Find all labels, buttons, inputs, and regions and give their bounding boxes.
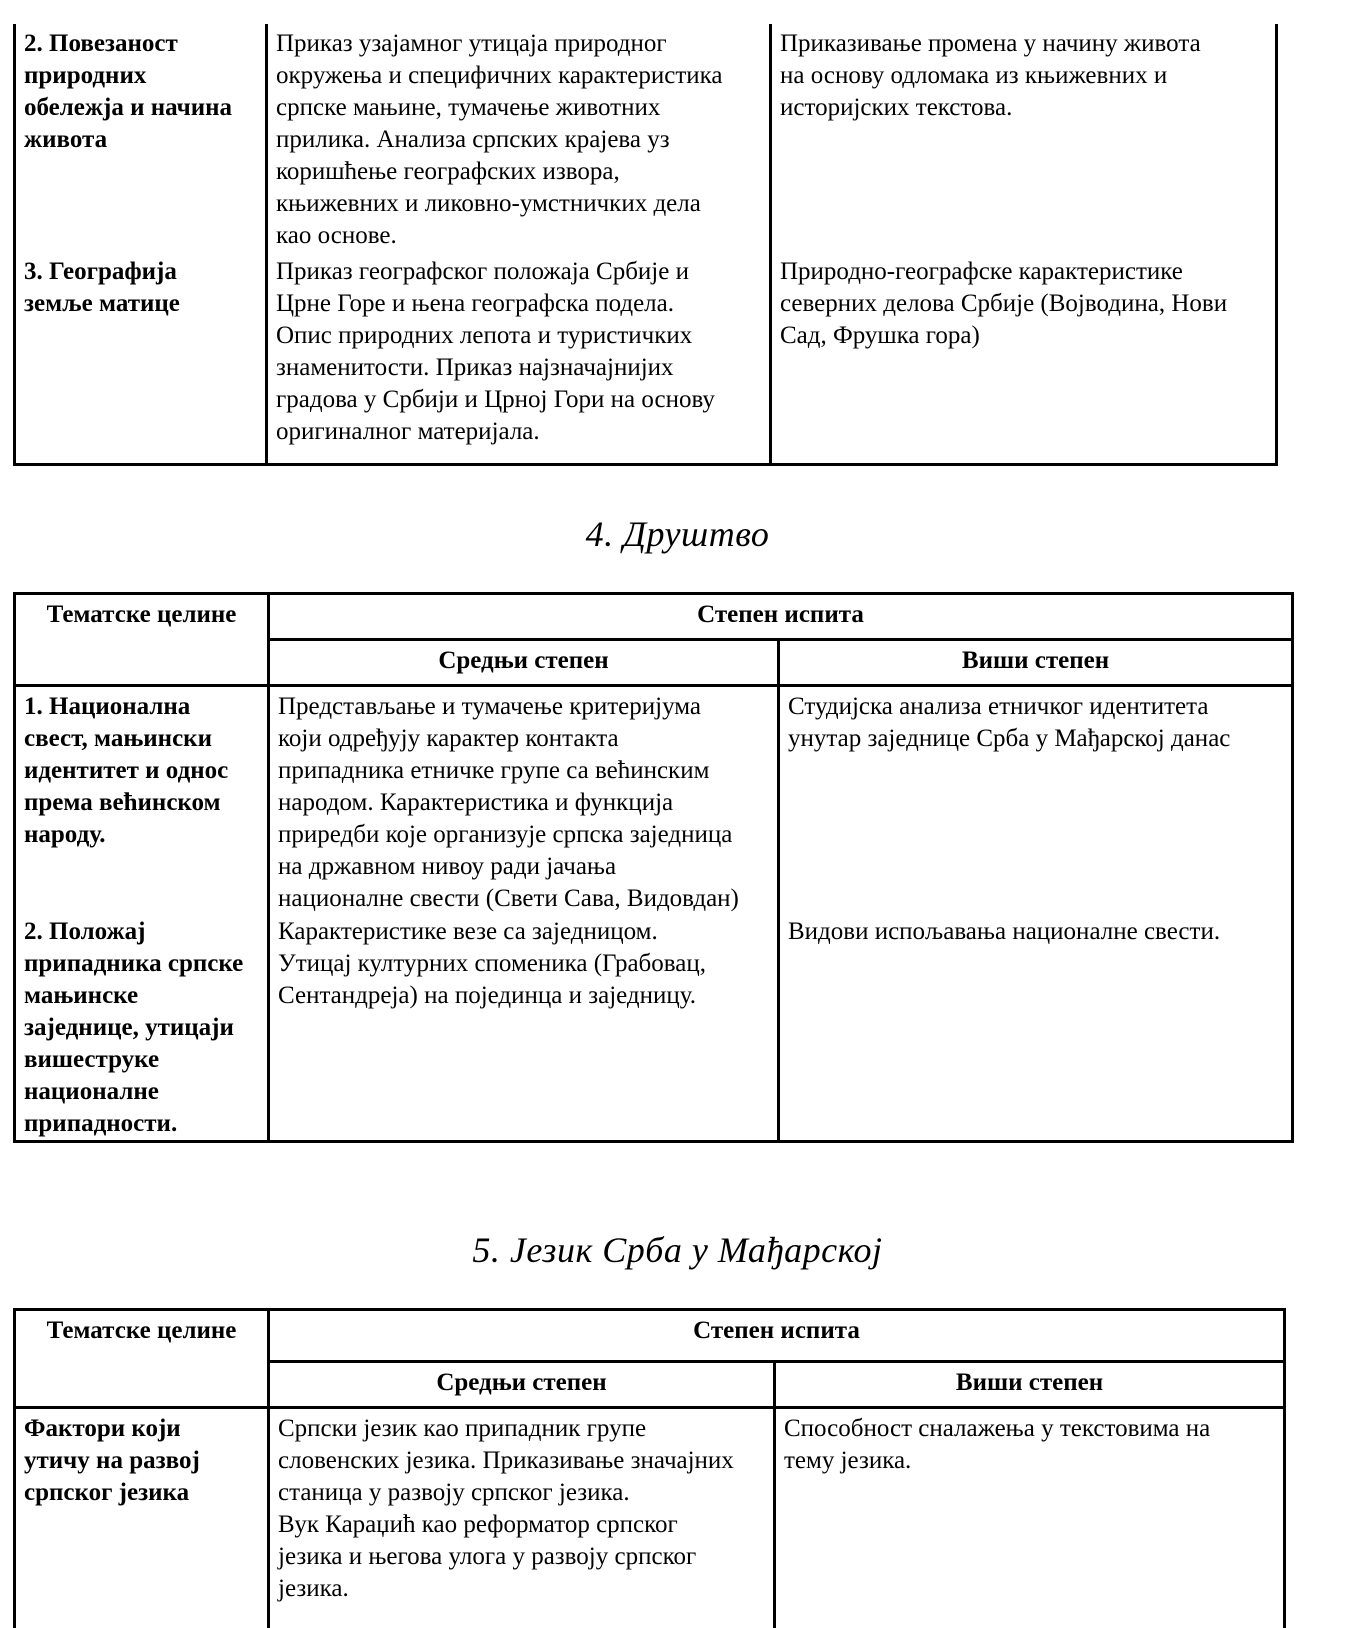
section4-table [13,592,1294,1143]
middle-level-cell [267,256,771,464]
table-row [15,916,1293,1142]
section5-table [13,1308,1286,1628]
header-topics: Тематске целине [46,601,237,628]
section3-table [13,24,1278,466]
higher-level-text: Видови испољавања националне свести. [788,917,1221,945]
header-middle: Средњи степен [436,1369,607,1396]
topic-text: Фактори који утичу на развој српског језика [24,1415,200,1506]
section-heading: 4. Друштво [585,514,770,554]
middle-level-cell [269,916,779,1142]
section-heading: 5. Језик Срба у Мађарској [472,1230,883,1270]
middle-level-text: Представљање и тумачење критеријума који одређују карактер контакта припадника етничке групе са већинским народом. Карактеристика и функција приредби које организује српска заједница на државном нивоу ради јачања националне свести (Свети Сава, Видовдан) [278,693,739,912]
topic-text: 2. Положај припадника српске мањинске заједнице, утицаји вишеструке националне припадности. [24,917,244,1137]
higher-level-cell [771,256,1277,464]
header-middle-cell [269,1362,775,1408]
header-row [15,1310,1285,1362]
header-topics-cell [15,1310,269,1408]
middle-level-text: Приказ географског положаја Србије и Црне Горе и њена географска подела. Опис природних лепота и туристичких знаменитости. Приказ најзначајнијих градова у Србији и Црној Гори на основу оригиналног материјала. [276,258,715,445]
middle-level-text: Карактеристике везе са заједницом. Утицај културних споменика (Грабовац, Сентандреја) на појединца и заједницу. [278,917,706,1009]
header-exam-level: Степен испита [693,1317,860,1344]
higher-level-cell [775,1408,1285,1628]
higher-level-text: Способност сналажења у текстовима на тему језика. [784,1415,1211,1474]
header-higher: Виши степен [961,647,1110,674]
middle-level-cell [269,1408,775,1628]
topic-cell [15,24,267,256]
higher-level-cell [779,916,1293,1142]
higher-level-cell [779,686,1293,916]
header-topics-cell [15,594,269,686]
header-middle: Средњи степен [438,647,609,674]
table-row [15,256,1277,464]
higher-level-text: Приказивање промена у начину живота на основу одломака из књижевних и историјских текстова. [780,30,1201,121]
topic-cell [15,916,269,1142]
topic-cell [15,256,267,464]
header-higher: Виши степен [955,1369,1104,1396]
header-exam-level: Степен испита [697,601,864,628]
topic-text: 3. Географија земље матице [24,258,180,317]
header-middle-cell [269,640,779,686]
higher-level-text: Природно-географске карактеристике северних делова Србије (Војводина, Нови Сад, Фрушка гора) [780,258,1228,349]
topic-text: 1. Национална свест, мањински идентитет и однос према већинском народу. [24,693,229,848]
higher-level-cell [771,24,1277,256]
header-exam-level-cell [269,1310,1285,1362]
header-exam-level-cell [269,594,1293,640]
table-row [15,24,1277,256]
header-topics: Тематске целине [46,1317,237,1344]
middle-level-text: Приказ узајамног утицаја природног окружења и специфичних карактеристика српске мањине, тумачење животних прилика. Анализа српских крајева уз коришћење географских извора, књижевних и ликовно-умстничких дела као основе. [276,30,723,249]
middle-level-cell [267,24,771,256]
topic-cell [15,686,269,916]
higher-level-text: Студијска анализа етничког идентитета унутар заједнице Срба у Мађарској данас [788,693,1231,752]
topic-cell [15,1408,269,1628]
header-row [15,594,1293,640]
header-higher-cell [775,1362,1285,1408]
header-higher-cell [779,640,1293,686]
middle-level-text: Српски језик као припадник групе словенских језика. Приказивање значајних станица у развоју српског језика. Вук Караџић као реформатор српског језика и његова улога у развоју српског језика. [278,1415,734,1602]
table-row [15,1408,1285,1628]
topic-text: 2. Повезаност природних обележја и начина живота [24,30,233,153]
middle-level-cell [269,686,779,916]
table-row [15,686,1293,916]
